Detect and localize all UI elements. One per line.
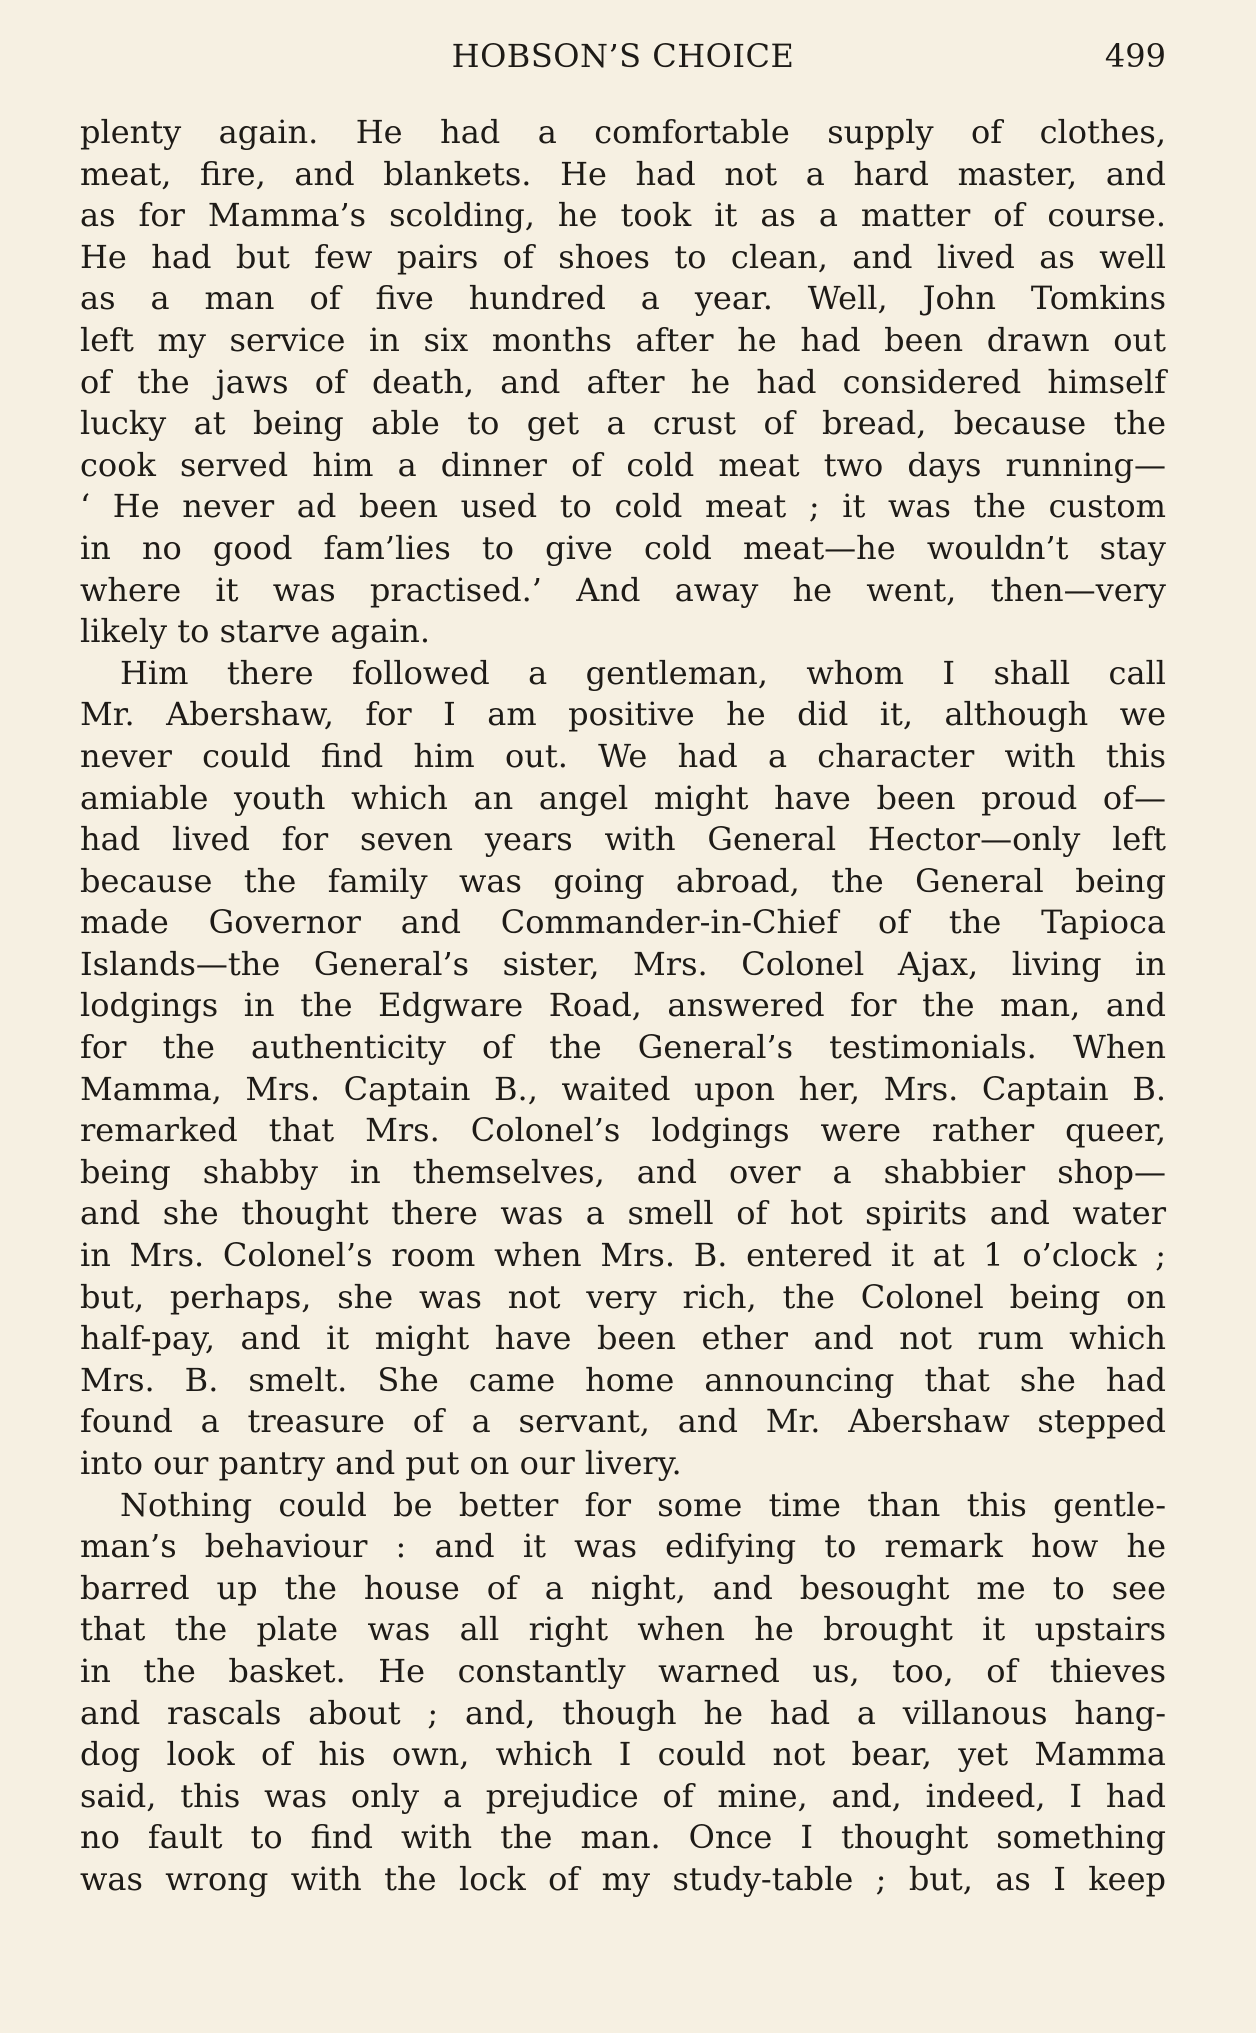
text-line: was wrong with the lock of my study-table ; but, as I keep: [80, 1859, 1166, 1898]
page-number: 499: [1104, 37, 1166, 75]
text-line: lucky at being able to get a crust of bread, because the: [80, 404, 1166, 443]
text-line: found a treasure of a servant, and Mr. Abershaw stepped: [80, 1402, 1166, 1441]
text-line: said, this was only a prejudice of mine, and, indeed, I had: [80, 1776, 1166, 1815]
paragraph-end-line: into our pantry and put on our livery.: [80, 1444, 682, 1482]
text-line: half-pay, and it might have been ether and not rum which: [80, 1319, 1166, 1358]
text-line: but, perhaps, she was not very rich, the Colonel being on: [80, 1277, 1166, 1316]
paragraph-start-line: Nothing could be better for some time than this gentle-: [120, 1485, 1166, 1524]
text-line: of the jaws of death, and after he had considered himself: [80, 362, 1166, 401]
text-line: as a man of five hundred a year. Well, John Tomkins: [80, 279, 1166, 318]
text-line: remarked that Mrs. Colonel’s lodgings were rather queer,: [80, 1111, 1166, 1150]
text-line: being shabby in themselves, and over a shabbier shop—: [80, 1152, 1166, 1191]
text-line: man’s behaviour : and it was edifying to remark how he: [80, 1527, 1166, 1566]
body-text: [80, 112, 1166, 1901]
text-line: as for Mamma’s scolding, he took it as a matter of course.: [80, 196, 1166, 235]
text-line: amiable youth which an angel might have been proud of—: [80, 778, 1166, 817]
text-line: meat, fire, and blankets. He had not a hard master, and: [80, 154, 1166, 193]
text-line: Mamma, Mrs. Captain B., waited upon her, Mrs. Captain B.: [80, 1069, 1166, 1108]
text-line: lodgings in the Edgware Road, answered for the man, and: [80, 986, 1166, 1025]
text-line: and she thought there was a smell of hot spirits and water: [80, 1194, 1166, 1233]
paragraph-start-line: Him there followed a gentleman, whom I shall call: [120, 653, 1166, 692]
text-line: ‘ He never ad been used to cold meat ; it was the custom: [80, 487, 1166, 526]
text-line: had lived for seven years with General Hector—only left: [80, 820, 1166, 859]
text-line: because the family was going abroad, the General being: [80, 861, 1166, 900]
text-line: made Governor and Commander-in-Chief of the Tapioca: [80, 903, 1166, 942]
text-line: in the basket. He constantly warned us, too, of thieves: [80, 1651, 1166, 1690]
text-line: where it was practised.’ And away he went, then—very: [80, 570, 1166, 609]
text-line: He had but few pairs of shoes to clean, and lived as well: [80, 237, 1166, 276]
text-line: barred up the house of a night, and besought me to see: [80, 1568, 1166, 1607]
running-head: [80, 34, 1166, 78]
paragraph-end-line: likely to starve again.: [80, 612, 431, 651]
running-title: HOBSON’S CHOICE: [451, 37, 795, 75]
text-line: plenty again. He had a comfortable supply of clothes,: [80, 113, 1166, 151]
text-line: for the authenticity of the General’s testimonials. When: [80, 1028, 1166, 1067]
text-line: dog look of his own, which I could not bear, yet Mamma: [80, 1735, 1166, 1774]
text-line: that the plate was all right when he brought it upstairs: [80, 1610, 1166, 1649]
text-line: no fault to find with the man. Once I thought something: [80, 1818, 1166, 1857]
text-line: and rascals about ; and, though he had a villanous hang-: [80, 1693, 1166, 1732]
text-line: in Mrs. Colonel’s room when Mrs. B. entered it at 1 o’clock ;: [80, 1236, 1166, 1275]
text-line: cook served him a dinner of cold meat two days running—: [80, 445, 1166, 484]
text-line: in no good fam’lies to give cold meat—he wouldn’t stay: [80, 528, 1166, 567]
text-line: Mrs. B. smelt. She came home announcing that she had: [80, 1360, 1166, 1399]
text-line: never could find him out. We had a character with this: [80, 736, 1166, 775]
text-line: left my service in six months after he had been drawn out: [80, 320, 1166, 359]
text-line: Islands—the General’s sister, Mrs. Colonel Ajax, living in: [80, 944, 1166, 983]
text-line: Mr. Abershaw, for I am positive he did it, although we: [80, 695, 1166, 734]
